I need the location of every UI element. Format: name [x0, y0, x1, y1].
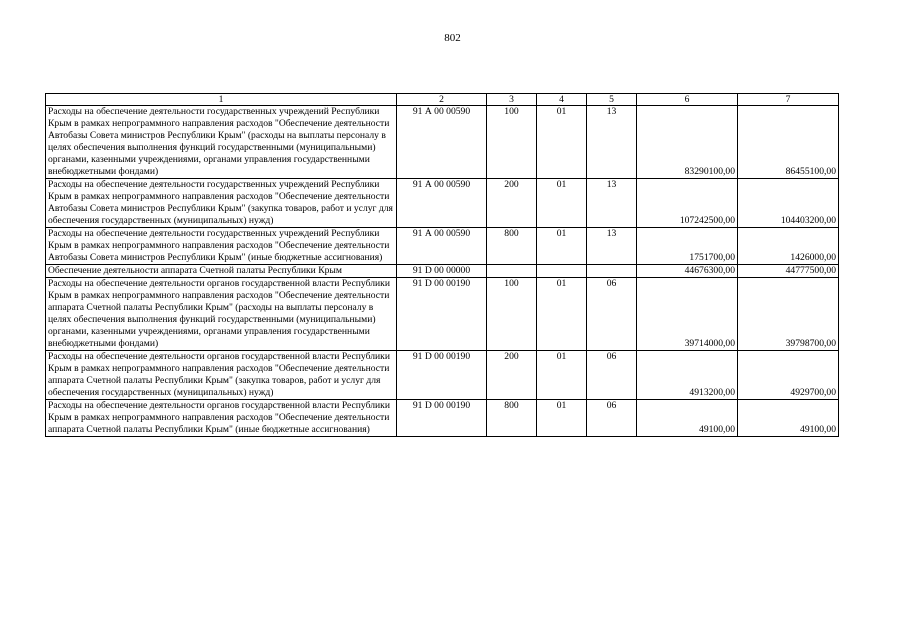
- row-amount-col6: 4913200,00: [637, 351, 738, 400]
- row-section: 01: [537, 400, 587, 437]
- column-header: 1: [46, 94, 397, 106]
- row-description: Расходы на обеспечение деятельности органов государственной власти Республики Крым в рамках непрограммного направления расходов "Обеспечение деятельности аппарата Счетной палаты Республики Крым" (иные бюджетные ассигнования): [46, 400, 397, 437]
- row-section: 01: [537, 278, 587, 351]
- row-amount-col7: 1426000,00: [738, 228, 839, 265]
- row-target-code: 91 D 00 00190: [397, 400, 487, 437]
- column-header: 6: [637, 94, 738, 106]
- row-amount-col6: 1751700,00: [637, 228, 738, 265]
- row-target-code: 91 А 00 00590: [397, 179, 487, 228]
- row-description: Обеспечение деятельности аппарата Счетной палаты Республики Крым: [46, 265, 397, 278]
- table-row: [46, 106, 839, 179]
- row-target-code: 91 А 00 00590: [397, 106, 487, 179]
- row-amount-col6: 107242500,00: [637, 179, 738, 228]
- row-subsection: [587, 265, 637, 278]
- row-amount-col7: 49100,00: [738, 400, 839, 437]
- table-row: [46, 265, 839, 278]
- row-section: 01: [537, 106, 587, 179]
- row-subsection: 13: [587, 179, 637, 228]
- table-row: [46, 278, 839, 351]
- row-amount-col7: 39798700,00: [738, 278, 839, 351]
- row-expense-type: 100: [487, 278, 537, 351]
- row-target-code: 91 D 00 00190: [397, 278, 487, 351]
- row-target-code: 91 D 00 00000: [397, 265, 487, 278]
- column-header: 4: [537, 94, 587, 106]
- row-target-code: 91 D 00 00190: [397, 351, 487, 400]
- budget-table: [45, 93, 839, 437]
- row-expense-type: 200: [487, 351, 537, 400]
- row-subsection: 06: [587, 351, 637, 400]
- row-expense-type: 800: [487, 400, 537, 437]
- row-subsection: 06: [587, 400, 637, 437]
- table-row: [46, 179, 839, 228]
- row-amount-col6: 44676300,00: [637, 265, 738, 278]
- row-amount-col6: 39714000,00: [637, 278, 738, 351]
- row-expense-type: 100: [487, 106, 537, 179]
- row-amount-col6: 83290100,00: [637, 106, 738, 179]
- row-amount-col7: 44777500,00: [738, 265, 839, 278]
- row-target-code: 91 А 00 00590: [397, 228, 487, 265]
- column-header: 2: [397, 94, 487, 106]
- row-subsection: 06: [587, 278, 637, 351]
- row-description: Расходы на обеспечение деятельности органов государственной власти Республики Крым в рамках непрограммного направления расходов "Обеспечение деятельности аппарата Счетной палаты Республики Крым" (закупка товаров, работ и услуг для обеспечения государственных (муниципальных) нужд): [46, 351, 397, 400]
- column-header: 5: [587, 94, 637, 106]
- row-expense-type: 800: [487, 228, 537, 265]
- row-subsection: 13: [587, 228, 637, 265]
- table-row: [46, 228, 839, 265]
- row-subsection: 13: [587, 106, 637, 179]
- page-number: 802: [444, 32, 461, 44]
- row-section: [537, 265, 587, 278]
- row-expense-type: 200: [487, 179, 537, 228]
- table-row: [46, 400, 839, 437]
- row-section: 01: [537, 351, 587, 400]
- row-expense-type: [487, 265, 537, 278]
- table-row: [46, 351, 839, 400]
- column-header: 3: [487, 94, 537, 106]
- row-amount-col7: 4929700,00: [738, 351, 839, 400]
- row-amount-col7: 86455100,00: [738, 106, 839, 179]
- column-header: 7: [738, 94, 839, 106]
- table-header-row: [46, 94, 839, 106]
- row-description: Расходы на обеспечение деятельности государственных учреждений Республики Крым в рамках непрограммного направления расходов "Обеспечение деятельности Автобазы Совета министров Республики Крым" (иные бюджетные ассигнования): [46, 228, 397, 265]
- row-description: Расходы на обеспечение деятельности государственных учреждений Республики Крым в рамках непрограммного направления расходов "Обеспечение деятельности Автобазы Совета министров Республики Крым" (расходы на выплаты персоналу в целях обеспечения выполнения функций государственными (муниципальными) органами, казенными учреждениями, органами управления государственными внебюджетными фондами): [46, 106, 397, 179]
- row-section: 01: [537, 179, 587, 228]
- row-amount-col6: 49100,00: [637, 400, 738, 437]
- row-amount-col7: 104403200,00: [738, 179, 839, 228]
- row-section: 01: [537, 228, 587, 265]
- row-description: Расходы на обеспечение деятельности государственных учреждений Республики Крым в рамках непрограммного направления расходов "Обеспечение деятельности Автобазы Совета министров Республики Крым" (закупка товаров, работ и услуг для обеспечения государственных (муниципальных) нужд): [46, 179, 397, 228]
- row-description: Расходы на обеспечение деятельности органов государственной власти Республики Крым в рамках непрограммного направления расходов "Обеспечение деятельности аппарата Счетной палаты Республики Крым" (расходы на выплаты персоналу в целях обеспечения выполнения функций государственными (муниципальными) органами, казенными учреждениями, органами управления государственными внебюджетными фондами): [46, 278, 397, 351]
